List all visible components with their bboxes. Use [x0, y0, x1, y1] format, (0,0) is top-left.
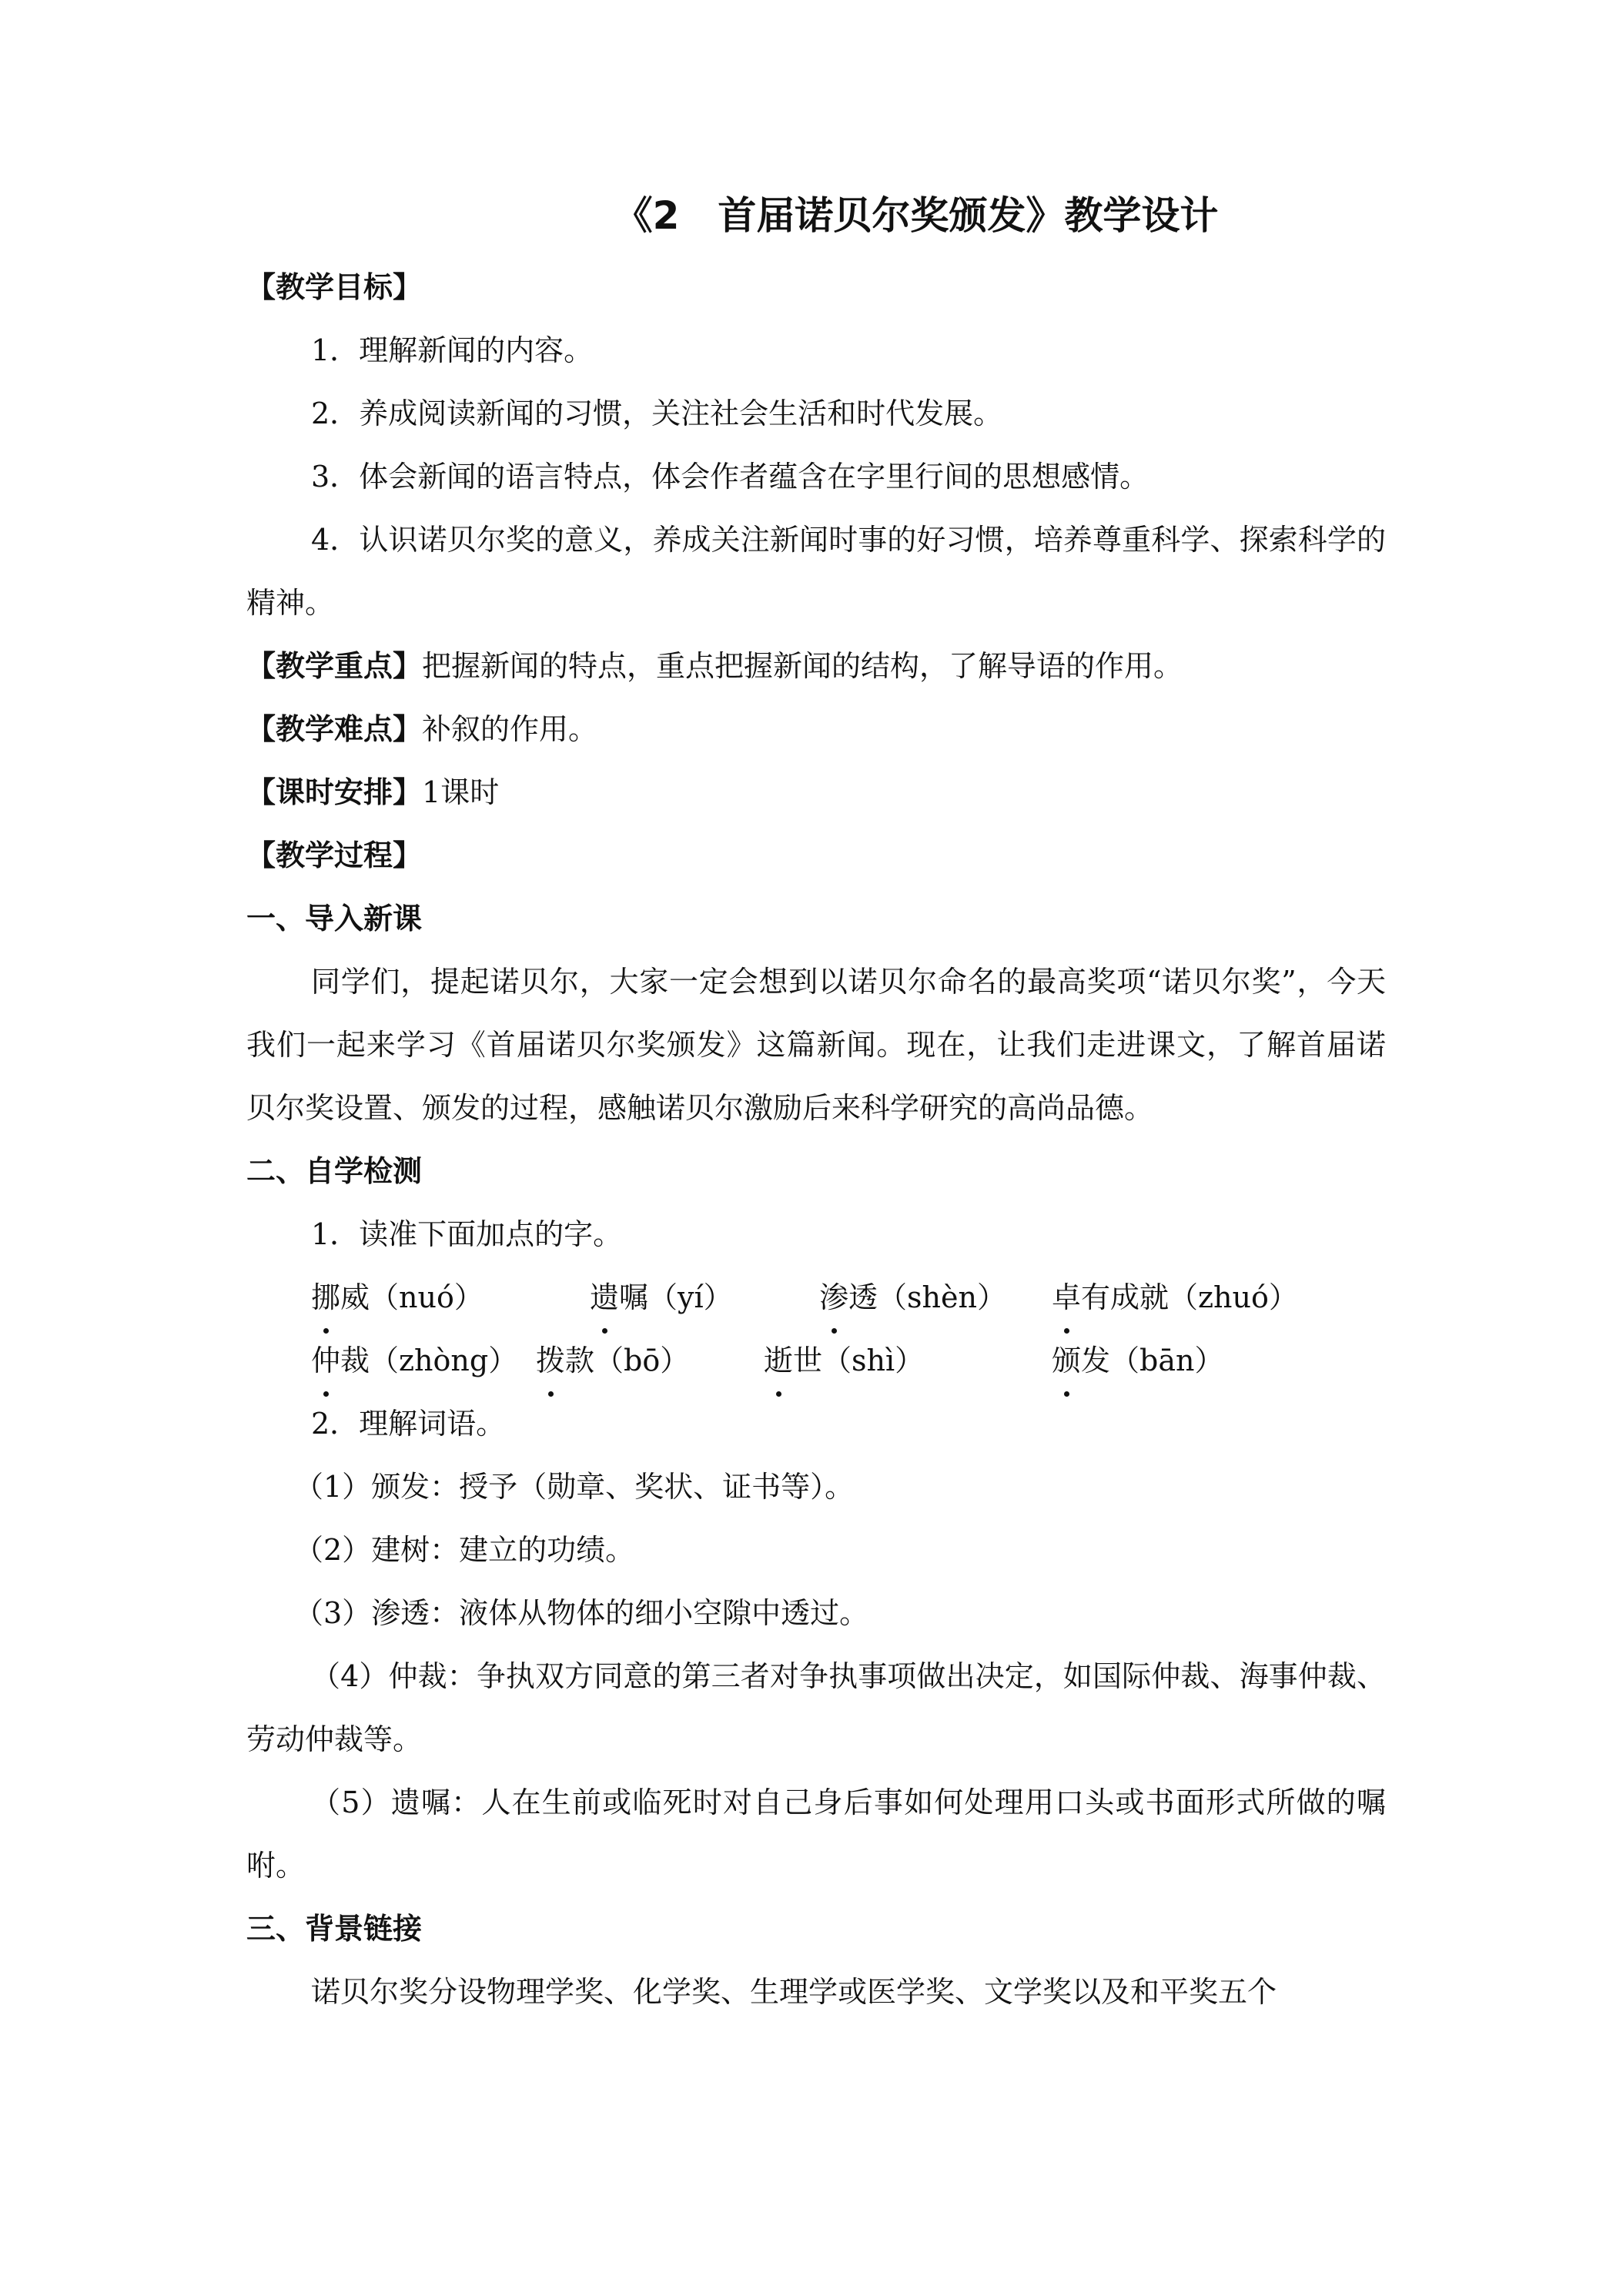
page-title: 《2 首届诺贝尔奖颁发》教学设计 [614, 193, 1219, 238]
term-item-2: （2）建树：建立的功绩。 [294, 1533, 635, 1567]
dotted-char: 拨 [536, 1329, 565, 1392]
document-page [246, 185, 1386, 2023]
section-1-text: 同学们，提起诺贝尔，大家一定会想到以诺贝尔命名的最高奖项“诺贝尔奖”，今天我们一起来学习《首届诺贝尔奖颁发》这篇新闻。现在，让我们走进课文，了解首届诺贝尔奖设置、颁发的过程，感触诺贝尔激励后来科学研究的高尚品德。 [246, 965, 1386, 1125]
objective-item-1: 1．理解新闻的内容。 [311, 333, 594, 367]
pinyin-word: 仲裁（zhòng） [311, 1329, 517, 1392]
pinyin-word: 拨款（bō） [536, 1329, 689, 1392]
objective-item-2: 2．养成阅读新闻的习惯，关注社会生活和时代发展。 [311, 397, 1003, 430]
section-3-text: 诺贝尔奖分设物理学奖、化学奖、生理学或医学奖、文学奖以及和平奖五个 [311, 1975, 1277, 2009]
section-1-heading: 一、导入新课 [246, 902, 423, 935]
difficulty-text: 补叙的作用。 [422, 712, 598, 746]
key-point-line [246, 634, 1386, 698]
key-point-label: 【教学重点】 [246, 649, 423, 683]
dotted-char: 渗 [819, 1266, 848, 1329]
dotted-char: 卓 [1052, 1266, 1081, 1329]
objective-item-4: 4．认识诺贝尔奖的意义，养成关注新闻时事的好习惯，培养尊重科学、探索科学的精神。 [246, 523, 1386, 620]
difficulty-label: 【教学难点】 [246, 712, 423, 746]
term-item-4: （4）仲裁：争执双方同意的第三者对争执事项做出决定，如国际仲裁、海事仲裁、劳动仲裁等。 [246, 1659, 1386, 1756]
key-point-text: 把握新闻的特点，重点把握新闻的结构，了解导语的作用。 [422, 649, 1183, 683]
difficulty-line [246, 698, 1386, 761]
pinyin-word: 颁发（bān） [1052, 1329, 1224, 1392]
dotted-char: 仲 [311, 1329, 340, 1392]
section-3-heading: 三、背景链接 [246, 1912, 423, 1946]
schedule-text: 1课时 [422, 775, 500, 809]
pinyin-word: 逝世（shì） [764, 1329, 924, 1392]
pinyin-row-1 [246, 1266, 1386, 1329]
schedule-label: 【课时安排】 [246, 775, 423, 809]
pinyin-word: 遗嘱（yí） [590, 1266, 733, 1329]
objectives-label: 【教学目标】 [246, 270, 423, 304]
dotted-char: 颁 [1052, 1329, 1081, 1392]
dotted-char: 遗 [590, 1266, 619, 1329]
pinyin-word: 卓有成就（zhuó） [1052, 1266, 1298, 1329]
term-item-3: （3）渗透：液体从物体的细小空隙中透过。 [294, 1596, 869, 1630]
dotted-char: 逝 [764, 1329, 793, 1392]
section-2-heading: 二、自学检测 [246, 1154, 423, 1188]
section-2-question-2: 2．理解词语。 [311, 1407, 506, 1441]
section-2-question-1: 1．读准下面加点的字。 [311, 1217, 623, 1251]
schedule-line [246, 761, 1386, 824]
term-item-1: （1）颁发：授予（勋章、奖状、证书等）。 [294, 1470, 855, 1504]
pinyin-row-2 [246, 1329, 1386, 1392]
objective-item-3: 3．体会新闻的语言特点，体会作者蕴含在字里行间的思想感情。 [311, 460, 1149, 494]
pinyin-word: 渗透（shèn） [819, 1266, 1006, 1329]
term-item-5: （5）遗嘱：人在生前或临死时对自己身后事如何处理用口头或书面形式所做的嘱咐。 [246, 1786, 1386, 1883]
process-label: 【教学过程】 [246, 838, 423, 872]
dotted-char: 挪 [311, 1266, 340, 1329]
pinyin-word: 挪威（nuó） [311, 1266, 484, 1329]
